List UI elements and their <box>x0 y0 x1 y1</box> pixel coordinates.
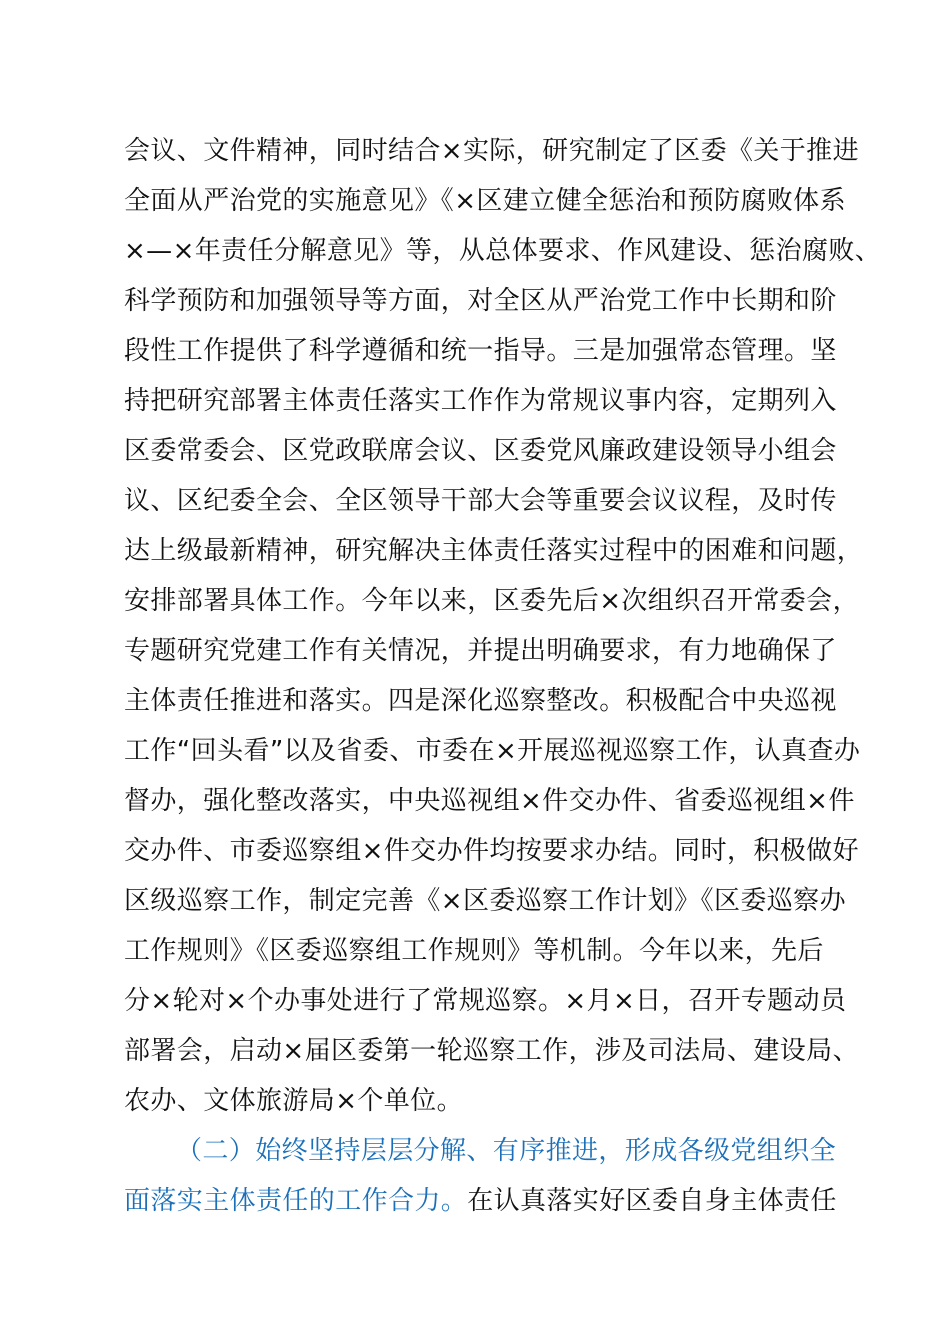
paragraph-line: 科学预防和加强领导等方面，对全区从严治党工作中长期和阶 <box>124 286 837 316</box>
paragraph-line: 安排部署具体工作。今年以来，区委先后×次组织召开常委会， <box>124 586 859 616</box>
paragraph-line: 分×轮对×个办事处进行了常规巡察。×月×日，召开专题动员 <box>124 986 847 1016</box>
paragraph-line: 交办件、市委巡察组×件交办件均按要求办结。同时，积极做好 <box>124 836 859 866</box>
paragraph-line: 区委常委会、区党政联席会议、区委党风廉政建设领导小组会 <box>124 436 837 466</box>
section-heading-continuation <box>124 1176 864 1226</box>
paragraph-line: 部署会，启动×届区委第一轮巡察工作，涉及司法局、建设局、 <box>124 1036 859 1066</box>
paragraph-line: 工作“回头看”以及省委、市委在×开展巡视巡察工作，认真查办 <box>124 736 861 766</box>
paragraph-line: 督办，强化整改落实，中央巡视组×件交办件、省委巡视组×件 <box>124 786 855 816</box>
section-heading-line: （二）始终坚持层层分解、有序推进，形成各级党组织全 <box>176 1136 837 1166</box>
paragraph-line: 会议、文件精神，同时结合×实际，研究制定了区委《关于推进 <box>124 136 859 166</box>
body-text <box>124 126 882 1226</box>
paragraph-line: 全面从严治党的实施意见》《×区建立健全惩治和预防腐败体系 <box>124 186 846 216</box>
paragraph-line: 议、区纪委全会、全区领导干部大会等重要会议议程，及时传 <box>124 486 837 516</box>
paragraph-line: 区级巡察工作，制定完善《×区委巡察工作计划》《区委巡察办 <box>124 886 846 916</box>
paragraph-line: 主体责任推进和落实。四是深化巡察整改。积极配合中央巡视 <box>124 686 837 716</box>
paragraph-line: 专题研究党建工作有关情况，并提出明确要求，有力地确保了 <box>124 636 837 666</box>
section-heading-tail: 面落实主体责任的工作合力。 <box>124 1186 468 1216</box>
paragraph-text-start: 在认真落实好区委自身主体责任 <box>467 1186 837 1216</box>
paragraph-line: 工作规则》《区委巡察组工作规则》等机制。今年以来，先后 <box>124 936 824 966</box>
paragraph-line: 达上级最新精神，研究解决主体责任落实过程中的困难和问题， <box>124 536 864 566</box>
paragraph-line: 段性工作提供了科学遵循和统一指导。三是加强常态管理。坚 <box>124 336 837 366</box>
paragraph-line: 农办、文体旅游局×个单位。 <box>124 1086 463 1116</box>
paragraph-line: 持把研究部署主体责任落实工作作为常规议事内容，定期列入 <box>124 386 837 416</box>
paragraph-line: ×—×年责任分解意见》等，从总体要求、作风建设、惩治腐败、 <box>124 236 882 266</box>
